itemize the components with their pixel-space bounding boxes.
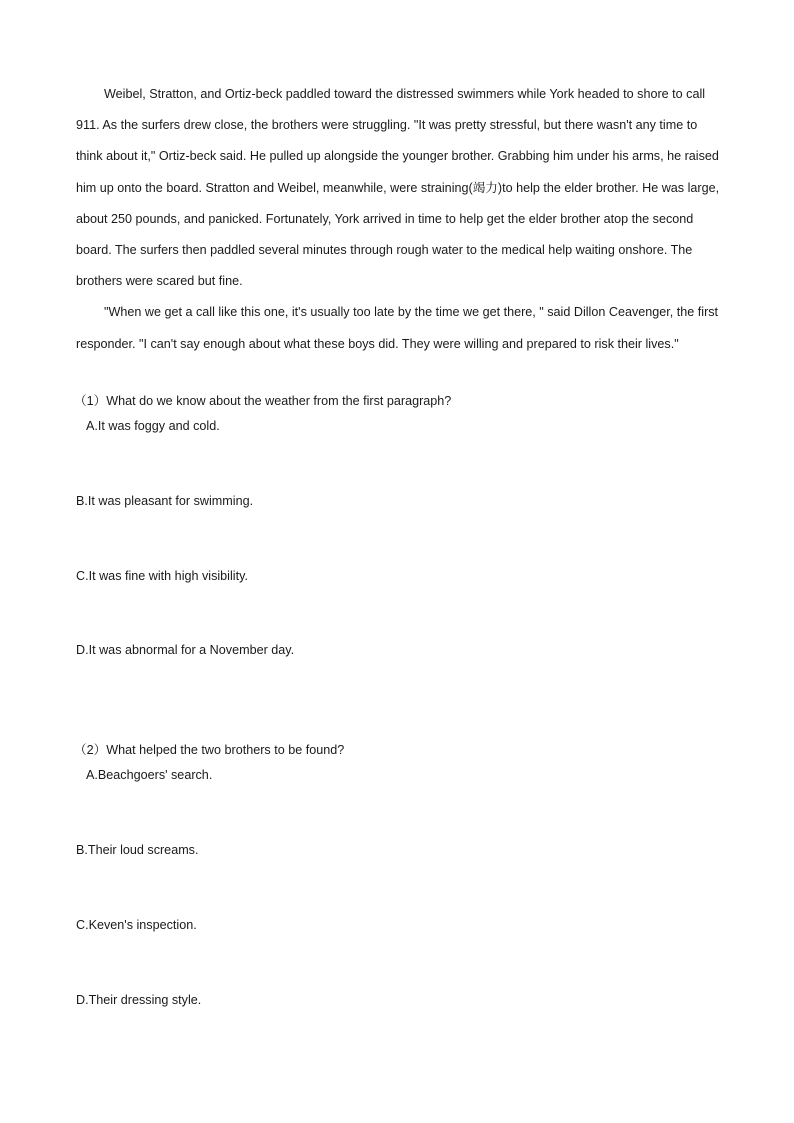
- question-1-prompt: （1）What do we know about the weather from the first paragraph?: [74, 394, 452, 408]
- question-1-option-c[interactable]: C.It was fine with high visibility.: [76, 569, 248, 583]
- passage-paragraph-1: Weibel, Stratton, and Ortiz-beck paddled toward the distressed swimmers while York headed to shore to call 911. As the surfers drew close, the brothers were struggling. "It was pretty stressful, but there wasn't any time to think about it," Ortiz-beck said. He pulled up alongside the younger brother. Grabbing him under his arms, he raised him up onto the board. Stratton and Weibel, meanwhile, were straining(竭力)to help the elder brother. He was large, about 250 pounds, and panicked. Fortunately, York arrived in time to help get the elder brother atop the second board. The surfers then paddled several minutes through rough water to the medical help waiting onshore. The brothers were scared but fine.: [76, 87, 720, 289]
- question-1-option-b[interactable]: B.It was pleasant for swimming.: [76, 494, 254, 508]
- question-2-option-a[interactable]: A.Beachgoers' search.: [86, 768, 213, 782]
- passage-paragraph-2: "When we get a call like this one, it's usually too late by the time we get there, " said Dillon Ceavenger, the first responder. "I can't say enough about what these boys did. They were willing and prepared to risk their lives.": [76, 305, 719, 351]
- question-2-prompt: （2）What helped the two brothers to be found?: [74, 743, 345, 757]
- question-2-option-d[interactable]: D.Their dressing style.: [76, 993, 202, 1007]
- question-2-option-c[interactable]: C.Keven's inspection.: [76, 918, 197, 932]
- question-1-option-a[interactable]: A.It was foggy and cold.: [86, 419, 220, 433]
- question-2-option-b[interactable]: B.Their loud screams.: [76, 843, 199, 857]
- reading-passage: [76, 79, 720, 360]
- question-1-option-d[interactable]: D.It was abnormal for a November day.: [76, 643, 295, 657]
